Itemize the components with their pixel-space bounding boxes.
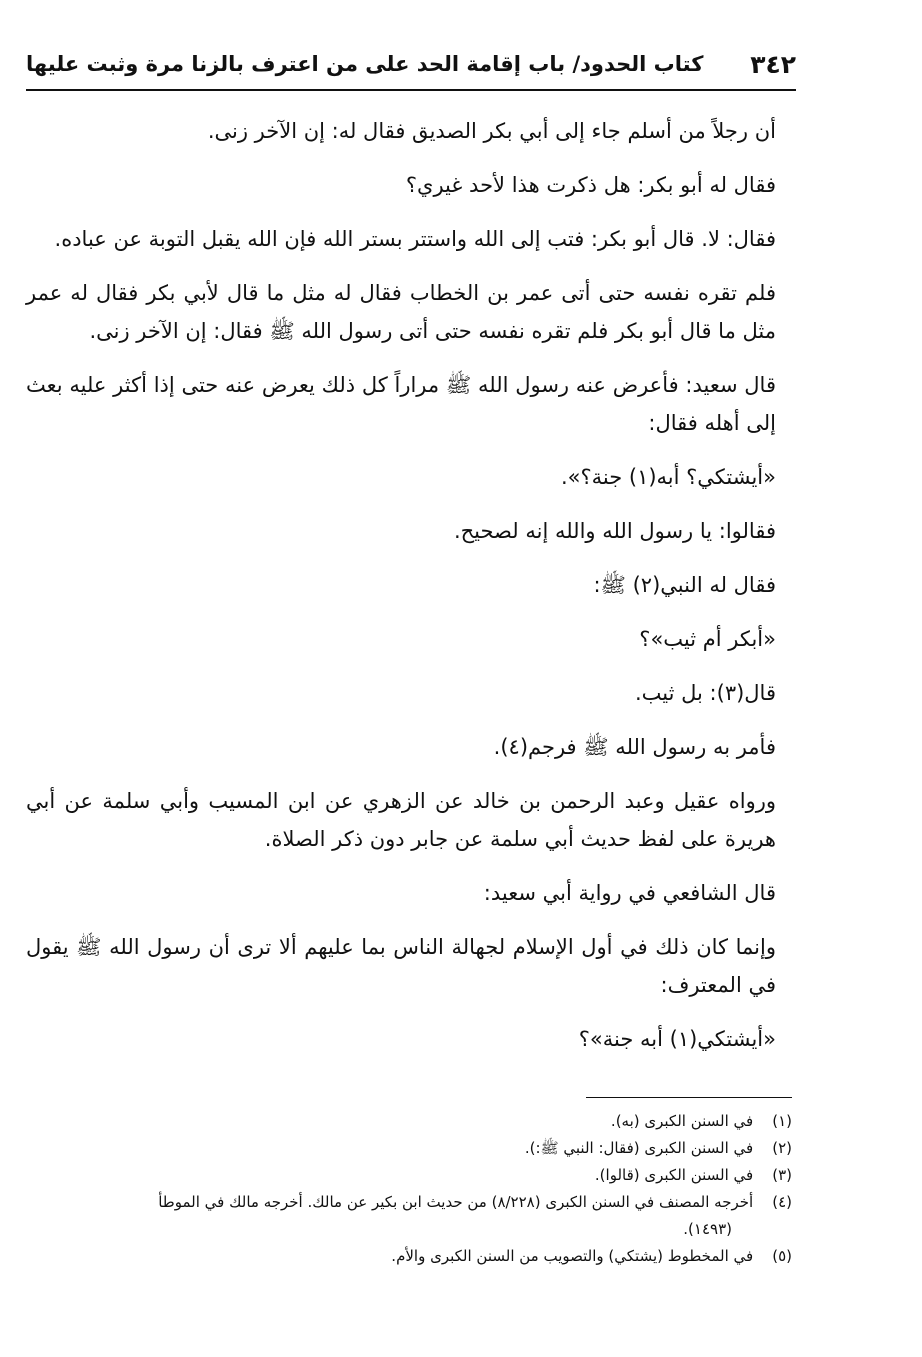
footnote	[26, 1243, 792, 1270]
footnote-separator	[586, 1097, 792, 1098]
footnote-text: أخرجه المصنف في السنن الكبرى (٨/٢٢٨) من حديث ابن بكير عن مالك. أخرجه مالك في الموطأ	[158, 1193, 754, 1211]
footnote	[26, 1189, 792, 1243]
header-title: كتاب الحدود/ باب إقامة الحد على من اعترف بالزنا مرة وثبت عليها	[26, 52, 704, 76]
paragraph: أن رجلاً من أسلم جاء إلى أبي بكر الصديق فقال له: إن الآخر زنى.	[207, 119, 776, 143]
paragraph: قال الشافعي في رواية أبي سعيد:	[483, 881, 776, 905]
paragraph: فقال: لا. قال أبو بكر: فتب إلى الله واستتر بستر الله فإن الله يقبل التوبة عن عباده.	[54, 227, 776, 251]
paragraph: فقالوا: يا رسول الله والله إنه لصحيح.	[453, 519, 776, 543]
footnote	[26, 1135, 792, 1162]
paragraph: فقال له أبو بكر: هل ذكرت هذا لأحد غيري؟	[405, 173, 776, 197]
paragraph: «أبكر أم ثيب»؟	[639, 627, 776, 651]
main-text	[26, 112, 794, 1074]
header-rule	[26, 89, 796, 91]
footnotes	[26, 1108, 792, 1270]
footnote-number: (٥)	[772, 1247, 792, 1265]
paragraph: وإنما كان ذلك في أول الإسلام لجهالة الناس بما عليهم ألا ترى أن رسول الله ﷺ يقول في المعترف:	[26, 935, 776, 997]
footnote-text: في المخطوط (يشتكي) والتصويب من السنن الكبرى والأم.	[391, 1247, 754, 1265]
footnote	[26, 1162, 792, 1189]
footnote-text: في السنن الكبرى (فقال: النبي ﷺ:).	[524, 1139, 754, 1157]
paragraph: فقال له النبي(٢) ﷺ:	[593, 573, 776, 597]
footnote-number: (٣)	[772, 1166, 792, 1184]
paragraph: قال سعيد: فأعرض عنه رسول الله ﷺ مراراً كل ذلك يعرض عنه حتى إذا أكثر عليه بعث إلى أهله فقال:	[26, 373, 776, 435]
footnote	[26, 1108, 792, 1135]
paragraph: «أيشتكي؟ أبه(١) جنة؟».	[560, 465, 776, 489]
paragraph: «أيشتكي(١) أبه جنة»؟	[578, 1027, 776, 1051]
footnote-text: في السنن الكبرى (به).	[610, 1112, 754, 1130]
paragraph: فأمر به رسول الله ﷺ فرجم(٤).	[493, 735, 776, 759]
paragraph: قال(٣): بل ثيب.	[634, 681, 776, 705]
footnote-number: (٤)	[772, 1193, 792, 1211]
footnote-continuation: (١٤٩٣).	[683, 1220, 732, 1238]
running-header	[26, 46, 796, 86]
footnote-text: في السنن الكبرى (قالوا).	[594, 1166, 754, 1184]
footnote-number: (١)	[772, 1112, 792, 1130]
footnote-number: (٢)	[772, 1139, 792, 1157]
paragraph: ورواه عقيل وعبد الرحمن بن خالد عن الزهري عن ابن المسيب وأبي سلمة عن أبي هريرة على لفظ حديث أبي سلمة عن جابر دون ذكر الصلاة.	[26, 789, 776, 851]
paragraph: فلم تقره نفسه حتى أتى عمر بن الخطاب فقال له مثل ما قال لأبي بكر فقال له عمر مثل ما قال أبو بكر فلم تقره نفسه حتى أتى رسول الله ﷺ فقال: إن الآخر زنى.	[26, 281, 776, 343]
page-number: ٣٤٢	[750, 50, 796, 79]
